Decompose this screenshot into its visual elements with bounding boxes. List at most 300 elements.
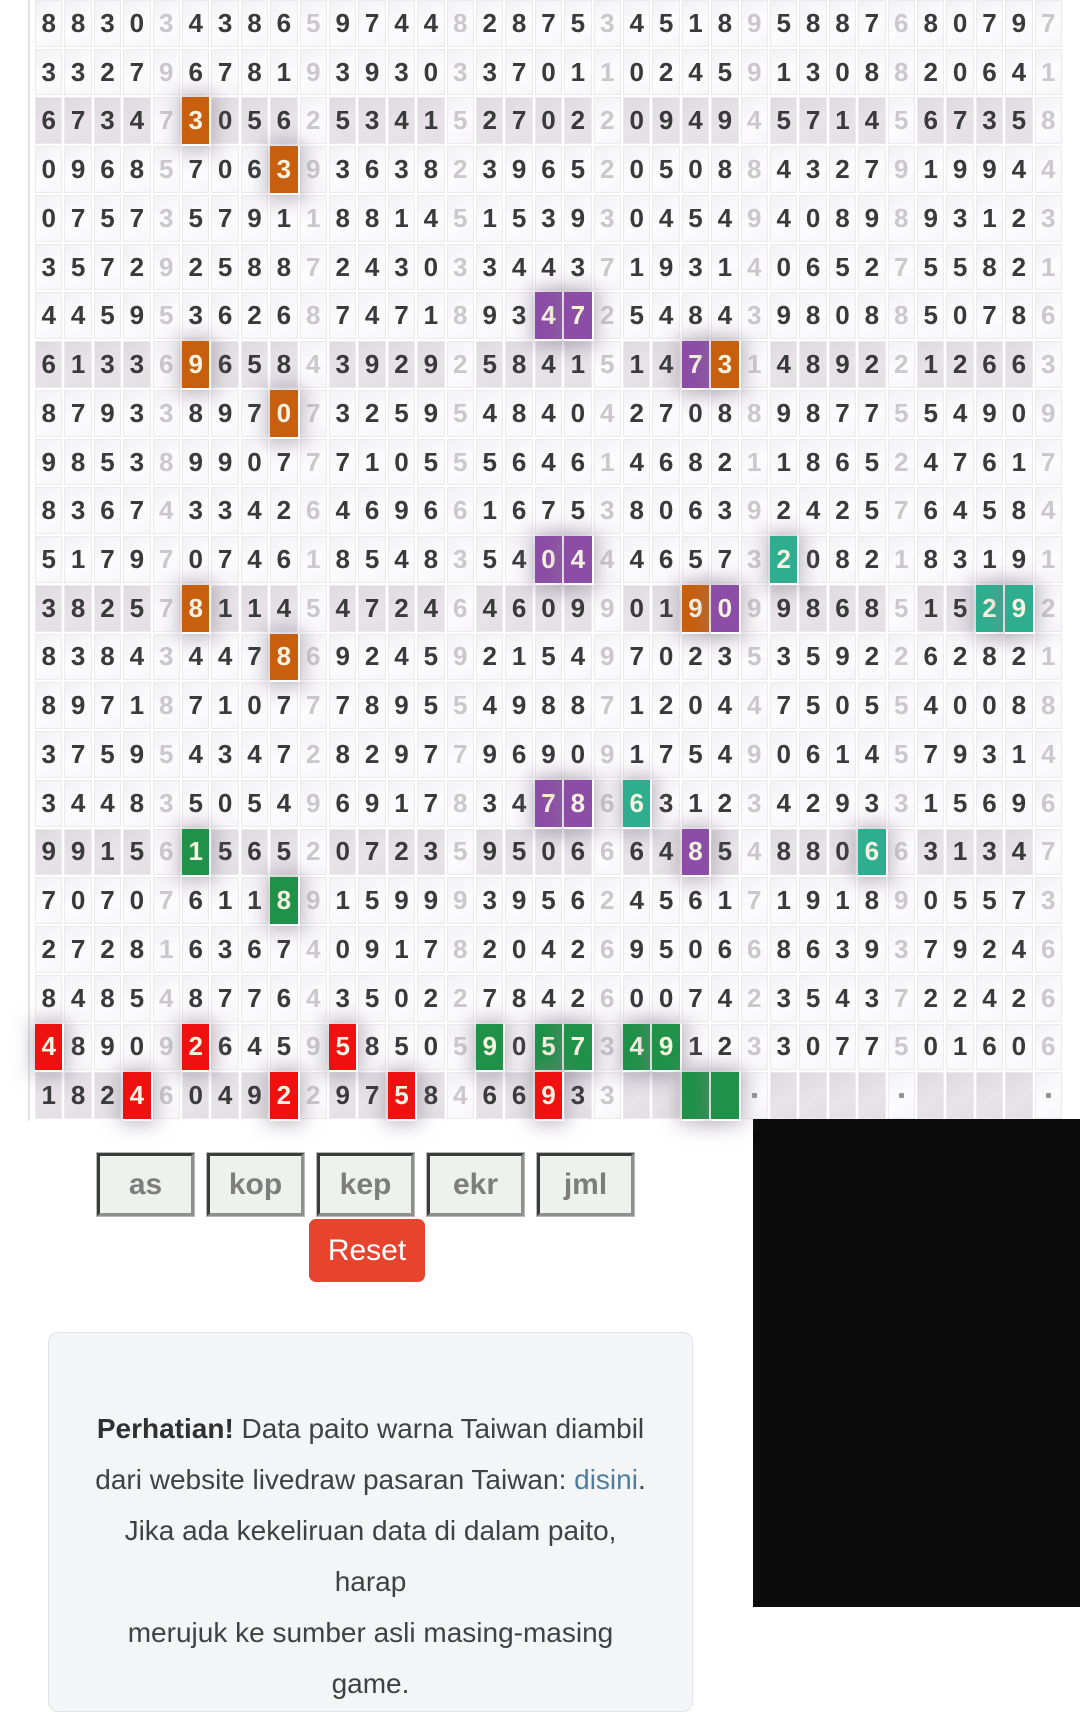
paito-cell: 6	[505, 731, 534, 780]
paito-cell: 9	[64, 829, 93, 878]
paito-cell: 5	[94, 292, 123, 341]
paito-cell: 5	[594, 341, 623, 390]
paito-cell: 0	[946, 292, 975, 341]
paito-cell	[976, 1072, 1005, 1121]
paito-cell: 6	[1035, 1024, 1064, 1073]
paito-cell: 4	[1035, 487, 1064, 536]
paito-cell: 7	[270, 926, 299, 975]
paito-cell: 4	[1035, 731, 1064, 780]
paito-cell	[829, 1072, 858, 1121]
paito-cell: 4	[535, 341, 564, 390]
paito-cell: 8	[505, 390, 534, 439]
paito-cell: 4	[270, 780, 299, 829]
paito-cell: 1	[211, 682, 240, 731]
paito-cell: 6	[594, 926, 623, 975]
paito-cell: 2	[594, 877, 623, 926]
paito-cell: 9	[447, 877, 476, 926]
paito-cell: 4	[447, 1072, 476, 1121]
placeholder-dot	[899, 1093, 904, 1098]
paito-cell: 1	[211, 585, 240, 634]
paito-cell: 9	[417, 341, 446, 390]
paito-cell: 8	[358, 195, 387, 244]
paito-cell: 9	[300, 49, 329, 98]
paito-cell: 3	[329, 49, 358, 98]
paito-cell: 2	[770, 487, 799, 536]
paito-cell: 9	[505, 877, 534, 926]
paito-cell: 1	[505, 634, 534, 683]
paito-cell: 6	[505, 439, 534, 488]
paito-cell: 6	[211, 292, 240, 341]
paito-cell: 2	[388, 829, 417, 878]
paito-cell: 5	[946, 244, 975, 293]
paito-cell: 1	[917, 146, 946, 195]
paito-cell: 1	[270, 195, 299, 244]
paito-cell: 0	[388, 975, 417, 1024]
paito-cell: 4	[417, 585, 446, 634]
paito-cell: 7	[388, 292, 417, 341]
paito-cell: 5	[652, 0, 681, 49]
paito-cell: 2	[1005, 195, 1034, 244]
paito-cell: 2	[682, 634, 711, 683]
paito-cell: 4	[711, 682, 740, 731]
paito-cell: 1	[153, 926, 182, 975]
reset-button[interactable]: Reset	[309, 1219, 425, 1282]
paito-cell: 9	[711, 97, 740, 146]
paito-cell	[1005, 1072, 1034, 1121]
paito-cell: 7	[1035, 0, 1064, 49]
paito-cell: 7	[564, 1024, 593, 1073]
paito-cell: 0	[917, 1024, 946, 1073]
paito-cell: 3	[741, 536, 770, 585]
paito-cell: 0	[241, 439, 270, 488]
paito-cell: 8	[799, 585, 828, 634]
paito-cell: 9	[417, 390, 446, 439]
paito-cell: 7	[829, 390, 858, 439]
paito-cell: 5	[270, 829, 299, 878]
filter-button-kop[interactable]: kop	[207, 1153, 304, 1216]
paito-cell: 8	[770, 829, 799, 878]
paito-cell: 4	[505, 244, 534, 293]
paito-cell: 3	[858, 780, 887, 829]
paito-cell: 9	[358, 926, 387, 975]
paito-cell: 0	[564, 390, 593, 439]
paito-cell: 8	[123, 146, 152, 195]
paito-cell: 6	[35, 97, 64, 146]
paito-cell: 2	[594, 97, 623, 146]
paito-cell: 5	[388, 390, 417, 439]
paito-cell: 1	[94, 829, 123, 878]
paito-cell: 8	[35, 634, 64, 683]
paito-cell: 8	[1005, 292, 1034, 341]
paito-cell: 9	[64, 146, 93, 195]
paito-cell: 2	[388, 585, 417, 634]
paito-cell: 6	[888, 0, 917, 49]
paito-cell: 6	[270, 975, 299, 1024]
paito-cell: 1	[1035, 536, 1064, 585]
paito-cell: 6	[652, 536, 681, 585]
paito-cell: 2	[1005, 244, 1034, 293]
paito-cell: 9	[682, 585, 711, 634]
paito-cell: 6	[270, 536, 299, 585]
paito-cell: 9	[300, 877, 329, 926]
paito-cell: 9	[917, 195, 946, 244]
paito-cell: 9	[829, 634, 858, 683]
paito-cell: 9	[388, 682, 417, 731]
paito-cell: 4	[535, 390, 564, 439]
paito-cell: 6	[270, 0, 299, 49]
paito-cell: 6	[682, 487, 711, 536]
paito-cell: 2	[623, 390, 652, 439]
paito-cell: 4	[329, 487, 358, 536]
paito-cell: 8	[270, 634, 299, 683]
paito-cell: 1	[946, 829, 975, 878]
paito-cell: 8	[241, 0, 270, 49]
paito-cell	[858, 1072, 887, 1121]
paito-cell: 6	[241, 146, 270, 195]
paito-cell: 8	[123, 926, 152, 975]
paito-cell: 5	[64, 244, 93, 293]
paito-cell: 8	[564, 682, 593, 731]
paito-cell: 9	[770, 390, 799, 439]
paito-cell: 4	[505, 780, 534, 829]
paito-cell: 8	[858, 585, 887, 634]
paito-cell: 7	[888, 975, 917, 1024]
paito-cell: 9	[182, 341, 211, 390]
filter-button-ekr[interactable]: ekr	[427, 1153, 524, 1216]
paito-cell: 6	[153, 341, 182, 390]
paito-cell: 5	[211, 244, 240, 293]
paito-cell: 0	[917, 877, 946, 926]
paito-cell: 4	[476, 390, 505, 439]
paito-cell: 6	[652, 439, 681, 488]
paito-cell: 5	[976, 487, 1005, 536]
paito-cell: 8	[270, 341, 299, 390]
paito-cell: 9	[35, 829, 64, 878]
paito-cell: 3	[594, 195, 623, 244]
paito-cell: 7	[211, 195, 240, 244]
paito-cell: 2	[417, 975, 446, 1024]
paito-cell: 9	[1005, 536, 1034, 585]
paito-cell: 9	[505, 682, 534, 731]
paito-cell: 7	[799, 97, 828, 146]
paito-cell: 7	[211, 975, 240, 1024]
paito-cell: 5	[1005, 97, 1034, 146]
paito-cell: 4	[535, 244, 564, 293]
paito-cell: 8	[1035, 97, 1064, 146]
paito-cell: 9	[946, 731, 975, 780]
paito-cell: 1	[64, 341, 93, 390]
paito-cell: 5	[358, 536, 387, 585]
paito-cell: 7	[417, 926, 446, 975]
paito-cell: 8	[94, 634, 123, 683]
paito-cell: 5	[417, 682, 446, 731]
paito-cell: 5	[564, 146, 593, 195]
paito-cell: 4	[1005, 146, 1034, 195]
video-panel[interactable]	[753, 1119, 1080, 1607]
paito-cell: 6	[564, 877, 593, 926]
paito-cell: 9	[770, 292, 799, 341]
paito-cell: 4	[1005, 926, 1034, 975]
paito-cell: 9	[976, 146, 1005, 195]
paito-cell: 3	[476, 146, 505, 195]
paito-cell: 4	[241, 536, 270, 585]
paito-cell: 8	[1005, 487, 1034, 536]
paito-cell: 5	[829, 244, 858, 293]
placeholder-dot	[1046, 1093, 1051, 1098]
paito-cell: 3	[329, 975, 358, 1024]
paito-cell: 4	[358, 292, 387, 341]
paito-cell: 7	[153, 97, 182, 146]
paito-cell: 0	[535, 536, 564, 585]
notice-text: dari website livedraw pasaran Taiwan:	[95, 1464, 575, 1495]
paito-cell: 5	[888, 682, 917, 731]
paito-cell: 7	[535, 0, 564, 49]
paito-cell: 8	[64, 585, 93, 634]
paito-cell: 7	[1035, 439, 1064, 488]
paito-cell: 3	[64, 634, 93, 683]
paito-cell: 3	[329, 146, 358, 195]
paito-cell: 3	[1035, 877, 1064, 926]
filter-buttons-row	[97, 1153, 634, 1216]
paito-cell: 0	[388, 439, 417, 488]
paito-cell: 7	[94, 536, 123, 585]
paito-cell: 8	[182, 975, 211, 1024]
paito-cell: 2	[946, 634, 975, 683]
paito-cell: 5	[888, 731, 917, 780]
paito-cell: 8	[64, 439, 93, 488]
paito-cell: 4	[682, 97, 711, 146]
paito-cell: 5	[358, 975, 387, 1024]
paito-cell: 4	[946, 390, 975, 439]
paito-cell: 3	[94, 0, 123, 49]
paito-cell: 1	[623, 244, 652, 293]
paito-cell: 0	[564, 731, 593, 780]
paito-cell: 8	[623, 487, 652, 536]
paito-cell: 9	[153, 1024, 182, 1073]
paito-cell: 3	[741, 292, 770, 341]
paito-cell: 9	[388, 731, 417, 780]
paito-cell: 7	[358, 585, 387, 634]
filter-button-as[interactable]: as	[97, 1153, 194, 1216]
paito-cell: 3	[711, 341, 740, 390]
paito-cell: 1	[829, 731, 858, 780]
filter-button-jml[interactable]: jml	[537, 1153, 634, 1216]
paito-cell: 0	[535, 585, 564, 634]
paito-cell: 7	[564, 292, 593, 341]
paito-cell: 1	[388, 926, 417, 975]
paito-cell: 5	[799, 634, 828, 683]
paito-cell: 4	[770, 780, 799, 829]
paito-cell: 5	[652, 926, 681, 975]
paito-cell: 6	[153, 1072, 182, 1121]
paito-cell: 9	[300, 1024, 329, 1073]
paito-cell: 4	[535, 975, 564, 1024]
paito-cell: 2	[888, 634, 917, 683]
paito-cell: 5	[447, 682, 476, 731]
paito-cell: 5	[564, 487, 593, 536]
paito-cell: 3	[211, 0, 240, 49]
paito-cell: 6	[917, 634, 946, 683]
paito-cell: 8	[1035, 682, 1064, 731]
paito-cell: 6	[976, 1024, 1005, 1073]
paito-cell: 7	[300, 244, 329, 293]
paito-cell: 2	[388, 341, 417, 390]
paito-cell: 7	[682, 341, 711, 390]
paito-cell: 9	[388, 487, 417, 536]
paito-cell: 5	[888, 1024, 917, 1073]
paito-cell: 8	[829, 0, 858, 49]
paito-cell: 0	[682, 682, 711, 731]
paito-cell: 4	[623, 536, 652, 585]
paito-cell: 5	[917, 292, 946, 341]
paito-cell: 7	[211, 49, 240, 98]
notice-bold: Perhatian!	[96, 1413, 234, 1444]
paito-cell: 7	[182, 682, 211, 731]
paito-cell: 2	[564, 975, 593, 1024]
paito-cell: 0	[829, 49, 858, 98]
paito-cell: 5	[270, 1024, 299, 1073]
paito-cell: 1	[623, 731, 652, 780]
paito-cell: 7	[300, 682, 329, 731]
paito-cell: 1	[211, 877, 240, 926]
paito-cell: 8	[799, 341, 828, 390]
paito-cell: 1	[829, 97, 858, 146]
filter-button-kep[interactable]: kep	[317, 1153, 414, 1216]
paito-cell: 5	[300, 0, 329, 49]
paito-cell: 3	[211, 487, 240, 536]
paito-cell: 4	[917, 682, 946, 731]
paito-cell: 6	[270, 292, 299, 341]
paito-cell: 6	[799, 926, 828, 975]
paito-cell: 9	[829, 341, 858, 390]
paito-cell: 3	[476, 877, 505, 926]
paito-cell: 7	[241, 390, 270, 439]
paito-cell: 2	[1035, 585, 1064, 634]
paito-cell: 3	[594, 487, 623, 536]
paito-cell: 3	[711, 634, 740, 683]
paito-cell: 1	[123, 682, 152, 731]
paito-cell: 7	[123, 195, 152, 244]
paito-cell: 0	[946, 0, 975, 49]
paito-cell: 2	[829, 487, 858, 536]
paito-cell: 2	[594, 146, 623, 195]
paito-cell: 7	[94, 877, 123, 926]
paito-cell: 3	[564, 244, 593, 293]
paito-cell: 5	[652, 877, 681, 926]
paito-cell: 4	[741, 829, 770, 878]
paito-cell: 8	[153, 439, 182, 488]
paito-cell: 5	[388, 1072, 417, 1121]
paito-cell: 1	[1005, 439, 1034, 488]
paito-cell: 0	[505, 926, 534, 975]
paito-cell: 8	[417, 146, 446, 195]
paito-cell: 9	[770, 585, 799, 634]
paito-cell: 4	[388, 536, 417, 585]
paito-cell: 7	[447, 731, 476, 780]
paito-cell: 9	[358, 341, 387, 390]
paito-cell: 7	[711, 536, 740, 585]
disini-link[interactable]: disini	[574, 1464, 638, 1495]
paito-cell: 4	[829, 975, 858, 1024]
paito-cell	[652, 1072, 681, 1121]
paito-cell: 8	[711, 390, 740, 439]
paito-cell: 9	[946, 146, 975, 195]
paito-cell: 3	[447, 536, 476, 585]
paito-cell: 6	[182, 926, 211, 975]
paito-cell: 6	[505, 585, 534, 634]
paito-cell: 3	[182, 292, 211, 341]
paito-cell: 6	[623, 829, 652, 878]
paito-cell: 7	[241, 975, 270, 1024]
paito-cell: 6	[623, 780, 652, 829]
paito-cell: 9	[211, 390, 240, 439]
paito-cell: 2	[300, 97, 329, 146]
paito-cell: 2	[94, 49, 123, 98]
paito-cell: 1	[917, 780, 946, 829]
paito-cell: 7	[476, 975, 505, 1024]
paito-cell: 4	[35, 1024, 64, 1073]
paito-cell: 9	[594, 634, 623, 683]
paito-cell: 0	[417, 244, 446, 293]
paito-cell: 6	[741, 926, 770, 975]
paito-cell: 0	[35, 195, 64, 244]
notice-line-2	[94, 1454, 647, 1505]
paito-cell: 9	[741, 0, 770, 49]
paito-cell	[1035, 1072, 1064, 1121]
paito-cell	[799, 1072, 828, 1121]
paito-cell: 8	[976, 634, 1005, 683]
paito-cell: 4	[535, 926, 564, 975]
paito-cell: 9	[241, 1072, 270, 1121]
paito-cell: 0	[211, 146, 240, 195]
paito-cell: 6	[829, 439, 858, 488]
paito-cell: 7	[858, 1024, 887, 1073]
paito-cell: 5	[182, 780, 211, 829]
paito-cell: 9	[94, 1024, 123, 1073]
paito-cell: 3	[535, 195, 564, 244]
paito-cell: 6	[417, 487, 446, 536]
paito-cell: 5	[946, 585, 975, 634]
paito-cell: 8	[329, 731, 358, 780]
paito-cell: 1	[182, 829, 211, 878]
paito-cell: 8	[182, 585, 211, 634]
paito-cell: 3	[858, 975, 887, 1024]
paito-cell: 6	[94, 487, 123, 536]
paito-cell: 3	[594, 0, 623, 49]
paito-cell: 8	[535, 682, 564, 731]
paito-cell: 2	[358, 390, 387, 439]
paito-cell	[946, 1072, 975, 1121]
paito-cell: 0	[623, 49, 652, 98]
paito-cell: 7	[64, 390, 93, 439]
paito-cell: 4	[123, 634, 152, 683]
paito-cell: 0	[1005, 1024, 1034, 1073]
paito-cell: 6	[505, 487, 534, 536]
paito-cell: 3	[35, 244, 64, 293]
paito-cell: 7	[505, 49, 534, 98]
paito-cell: 9	[123, 731, 152, 780]
paito-cell: 5	[505, 195, 534, 244]
paito-cell: 2	[270, 487, 299, 536]
paito-cell: 9	[94, 390, 123, 439]
paito-cell: 0	[329, 829, 358, 878]
paito-cell: 2	[329, 244, 358, 293]
paito-cell: 6	[447, 585, 476, 634]
paito-cell: 8	[182, 390, 211, 439]
paito-cell: 0	[799, 195, 828, 244]
paito-cell: 5	[946, 877, 975, 926]
paito-cell: 6	[888, 829, 917, 878]
